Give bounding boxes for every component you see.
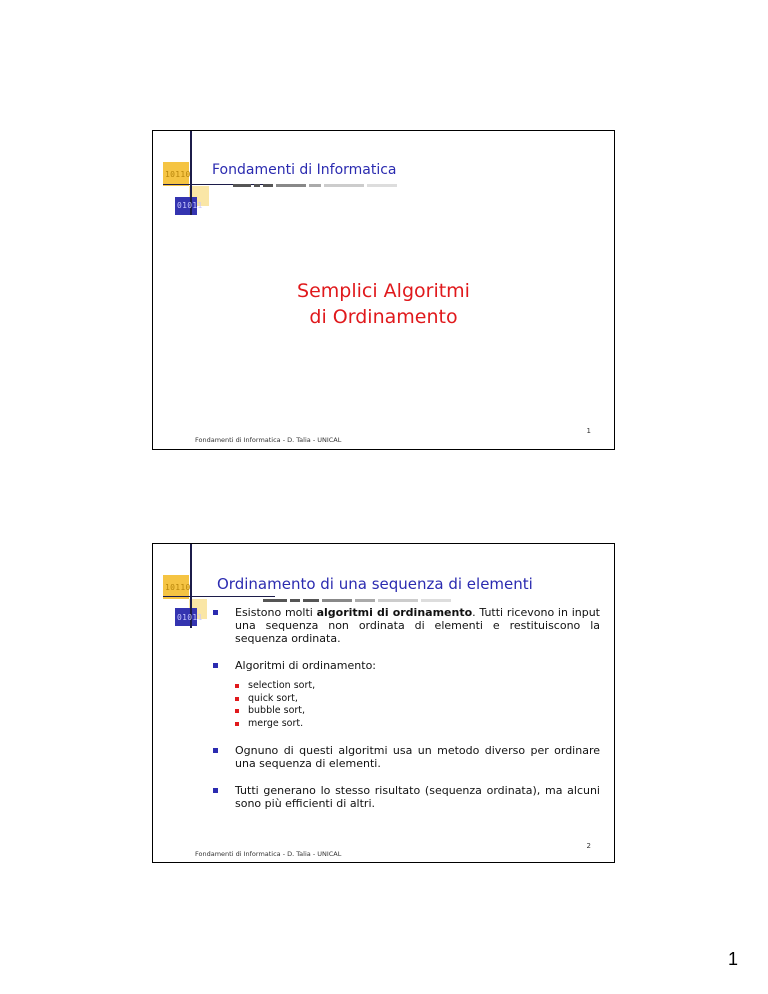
slide-header: Ordinamento di una sequenza di elementi	[217, 575, 533, 593]
header-dash-divider	[263, 599, 451, 602]
sub-bullet-item: merge sort.	[235, 718, 600, 731]
bullet-item	[213, 784, 600, 810]
slide-title-line-1: Semplici Algoritmi	[297, 280, 470, 302]
sub-bullet-list	[235, 680, 600, 730]
page-number: 1	[727, 949, 738, 969]
bullet-item	[213, 659, 600, 730]
header-dash-divider	[233, 184, 397, 187]
bullet-text: . Tutti ricevono in input una sequenza non ordinata di elementi e restituiscono la sequenza ordinata.	[235, 606, 600, 645]
sub-bullet-item: bubble sort,	[235, 705, 600, 718]
logo-binary-bottom: 01011	[177, 613, 203, 622]
bullet-text: Tutti generano lo stesso risultato (sequenza ordinata), ma alcuni sono più efficienti di altri.	[235, 784, 600, 810]
slide-title	[153, 278, 614, 330]
sub-bullet-item: quick sort,	[235, 693, 600, 706]
bullet-item	[213, 744, 600, 770]
slide-number: 1	[586, 427, 591, 435]
sub-bullet-item: selection sort,	[235, 680, 600, 693]
slide-title-line-2: di Ordinamento	[309, 306, 458, 328]
logo-binary-top: 10110	[165, 583, 191, 592]
bullet-text: Ognuno di questi algoritmi usa un metodo diverso per ordinare una sequenza di elementi.	[235, 744, 600, 770]
bullet-item	[213, 606, 600, 645]
slide-footer: Fondamenti di Informatica - D. Talia - UNICAL	[195, 436, 342, 444]
slide-footer: Fondamenti di Informatica - D. Talia - UNICAL	[195, 850, 342, 858]
logo-binary-top: 10110	[165, 170, 191, 179]
bullet-list	[213, 606, 600, 824]
slide-2	[152, 543, 615, 863]
bullet-text: Algoritmi di ordinamento:	[235, 659, 377, 672]
logo-binary-bottom: 01011	[177, 201, 203, 210]
slide-header: Fondamenti di Informatica	[212, 162, 397, 178]
bullet-text: Esistono molti	[235, 606, 317, 619]
bullet-bold-text: algoritmi di ordinamento	[316, 606, 473, 619]
slide-1	[152, 130, 615, 450]
slide-number: 2	[586, 842, 591, 850]
